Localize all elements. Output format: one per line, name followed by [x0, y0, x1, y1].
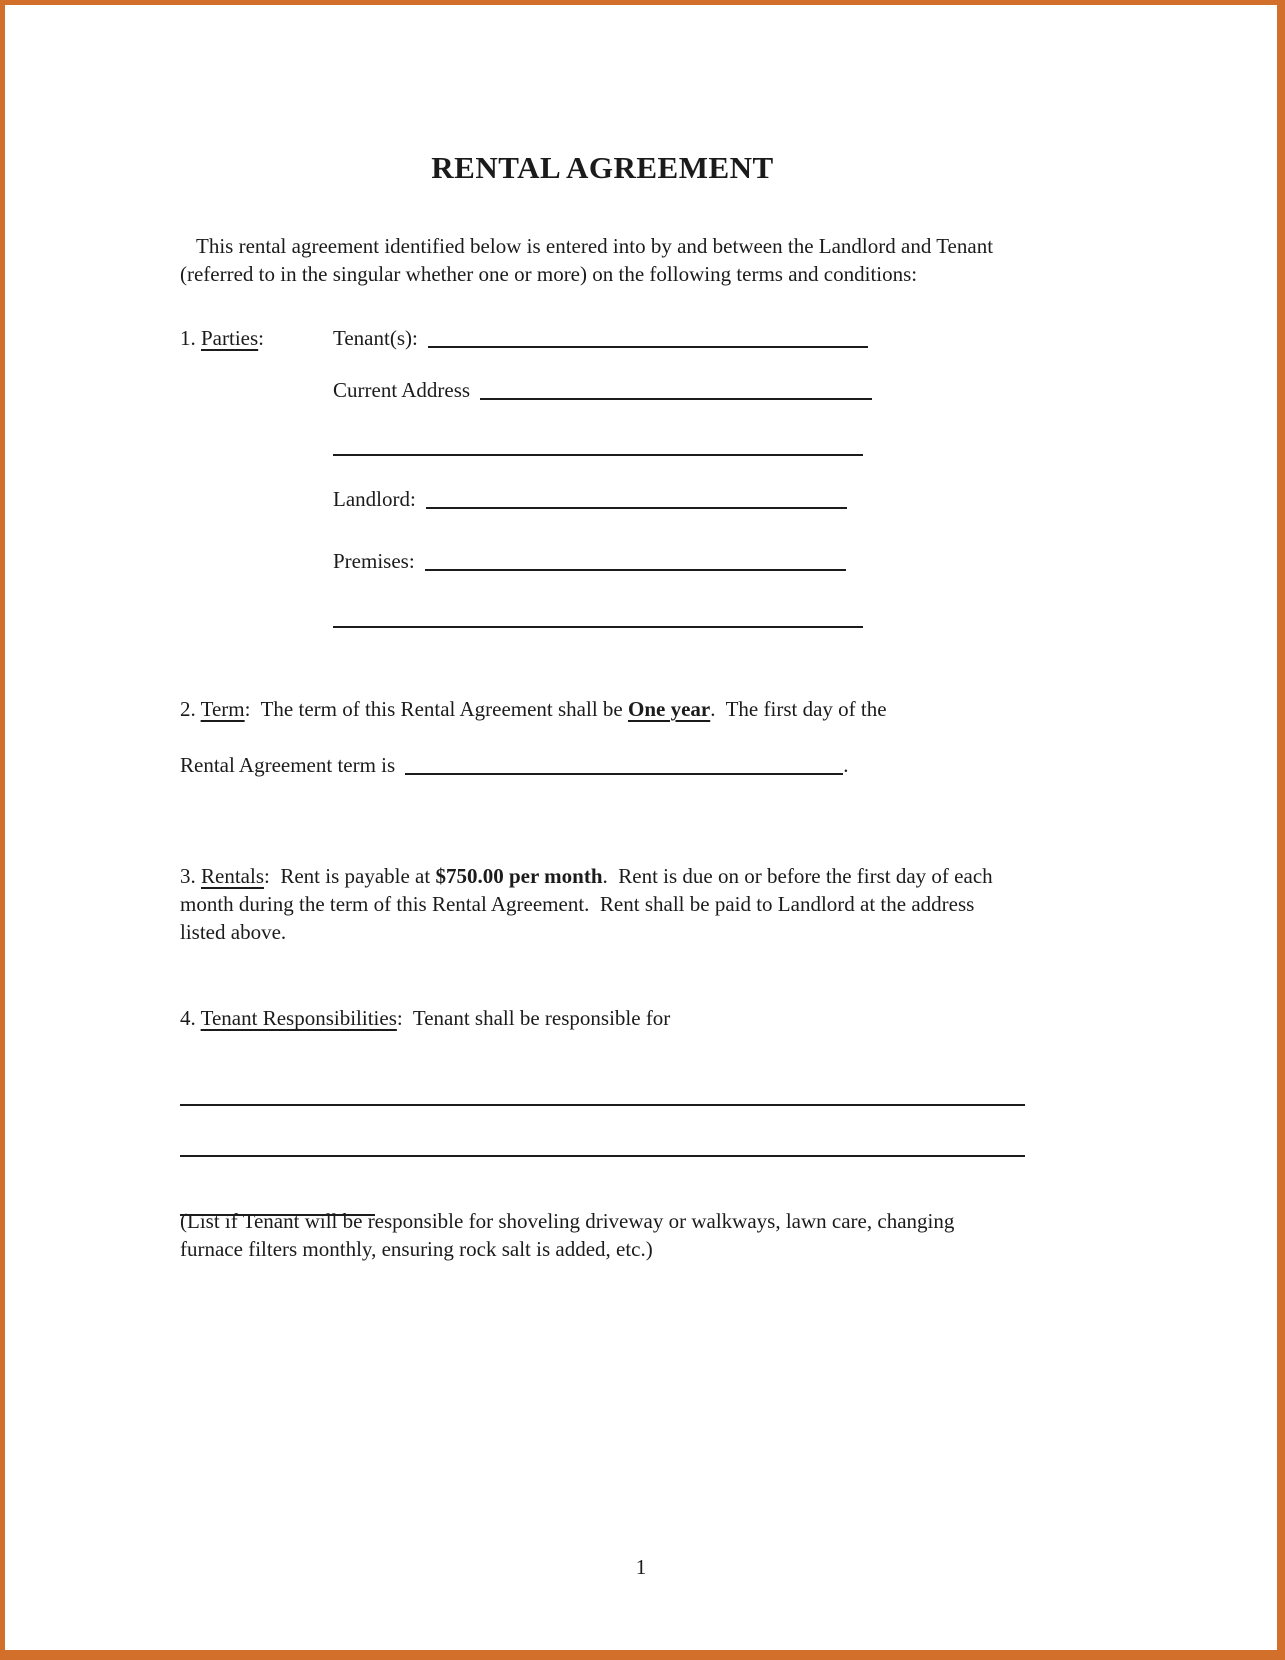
responsibilities-blank-line-2	[180, 1115, 1025, 1143]
responsibilities-paragraph: 4. Tenant Responsibilities: Tenant shall be responsible for	[180, 1006, 671, 1030]
term-date-blank-line	[405, 755, 843, 775]
landlord-blank-line	[426, 489, 847, 509]
term-date-row: Rental Agreement term is .	[180, 753, 849, 777]
parties-row-premises	[180, 547, 1025, 575]
parties-row-premises-continued	[180, 605, 1025, 633]
parties-row-current-address	[180, 376, 1025, 404]
current-address-label: Current Address	[333, 378, 471, 402]
document-content	[5, 5, 1277, 1263]
premises-blank-line	[425, 551, 846, 571]
responsibilities-blank-line-3	[180, 1174, 1025, 1202]
document-title: RENTAL AGREEMENT	[431, 150, 774, 185]
responsibilities-note: (List if Tenant will be responsible for shoveling driveway or walkways, lawn care, changing furnace filters monthly, ensuring rock salt is added, etc.)	[180, 1209, 960, 1261]
term-value: One year	[628, 697, 711, 721]
rent-amount: $750.00 per month	[435, 864, 603, 888]
intro-paragraph: This rental agreement identified below is entered into by and between the Landlord and Tenant (referred to in the singular whether one or more) on the following terms and conditions:	[180, 234, 999, 286]
term-paragraph: 2. Term: The term of this Rental Agreement shall be One year. The first day of the	[180, 697, 887, 721]
rentals-heading-label: Rentals	[201, 864, 264, 888]
premises-continuation-blank-line	[333, 608, 863, 628]
term-date-label: Rental Agreement term is	[180, 753, 396, 777]
parties-row-address-continued	[180, 433, 1025, 461]
rentals-paragraph: 3. Rentals: Rent is payable at $750.00 per month. Rent is due on or before the first day of each month during the term of this Rental Agreement. Rent shall be paid to Landlord at the address listed above.	[180, 864, 998, 944]
address-continuation-blank-line	[333, 436, 863, 456]
parties-heading: 1. Parties:	[180, 326, 264, 350]
landlord-label: Landlord:	[333, 487, 416, 511]
parties-row-landlord	[180, 485, 1025, 513]
tenant-label: Tenant(s):	[333, 326, 418, 350]
tenant-blank-line	[428, 328, 868, 348]
responsibilities-heading-label: Tenant Responsibilities	[200, 1006, 397, 1030]
parties-row-tenant	[180, 324, 1025, 352]
term-heading-label: Term	[200, 697, 245, 721]
premises-label: Premises:	[333, 549, 415, 573]
parties-heading-label: Parties	[201, 326, 259, 350]
responsibilities-blank-line-1	[180, 1064, 1025, 1092]
current-address-blank-line	[480, 380, 872, 400]
page-number: 1	[635, 1555, 647, 1579]
